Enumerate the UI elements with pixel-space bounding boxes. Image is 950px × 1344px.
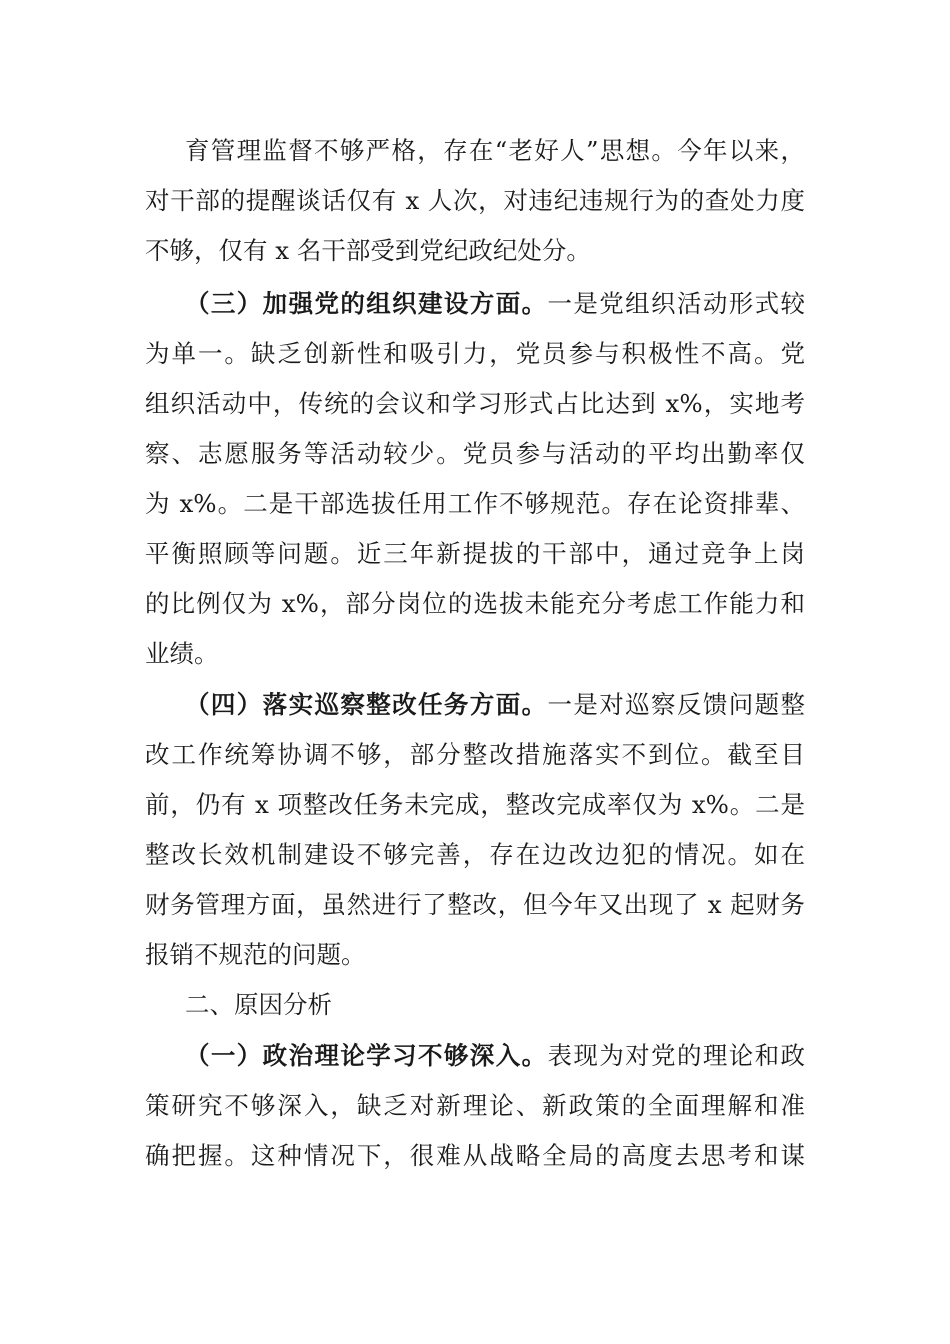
section-heading-line: （一）政治理论学习不够深入。表现为对党的理论和政 [185, 1041, 806, 1070]
body-line: 察、志愿服务等活动较少。党员参与活动的平均出勤率仅 [145, 439, 805, 468]
body-line: 业绩。 [145, 639, 219, 668]
body-line: 改工作统筹协调不够，部分整改措施落实不到位。截至目 [145, 740, 805, 769]
body-line: 前，仍有 x 项整改任务未完成，整改完成率仅为 x%。二是 [145, 790, 805, 819]
body-line: 的比例仅为 x%，部分岗位的选拔未能充分考虑工作能力和 [145, 589, 805, 618]
body-line: 整改长效机制建设不够完善，存在边改边犯的情况。如在 [145, 840, 805, 869]
section-heading: （四）落实巡察整改任务方面。 [185, 690, 548, 719]
body-line: 策研究不够深入，缺乏对新理论、新政策的全面理解和准 [145, 1091, 805, 1120]
body-line: 为 x%。二是干部选拔任用工作不够规范。存在论资排辈、 [145, 489, 805, 518]
body-line: 为单一。缺乏创新性和吸引力，党员参与积极性不高。党 [145, 339, 805, 368]
body-line: 财务管理方面，虽然进行了整改，但今年又出现了 x 起财务 [145, 890, 805, 919]
body-line: 对干部的提醒谈话仅有 x 人次，对违纪违规行为的查处力度 [145, 186, 805, 215]
body-line: 确把握。这种情况下，很难从战略全局的高度去思考和谋 [145, 1141, 805, 1170]
section-heading: （一）政治理论学习不够深入。 [185, 1041, 548, 1070]
body-line: 育管理监督不够严格，存在“老好人”思想。今年以来， [185, 136, 805, 165]
section-heading: （三）加强党的组织建设方面。 [185, 289, 548, 318]
chapter-heading: 二、原因分析 [185, 990, 332, 1019]
body-line: 平衡照顾等问题。近三年新提拔的干部中，通过竞争上岗 [145, 539, 805, 568]
section-heading-line: （四）落实巡察整改任务方面。一是对巡察反馈问题整 [185, 690, 806, 719]
body-line: 不够，仅有 x 名干部受到党纪政纪处分。 [145, 236, 591, 265]
body-line: 报销不规范的问题。 [145, 940, 366, 969]
body-line: 组织活动中，传统的会议和学习形式占比达到 x%，实地考 [145, 389, 805, 418]
section-heading-line: （三）加强党的组织建设方面。一是党组织活动形式较 [185, 289, 806, 318]
